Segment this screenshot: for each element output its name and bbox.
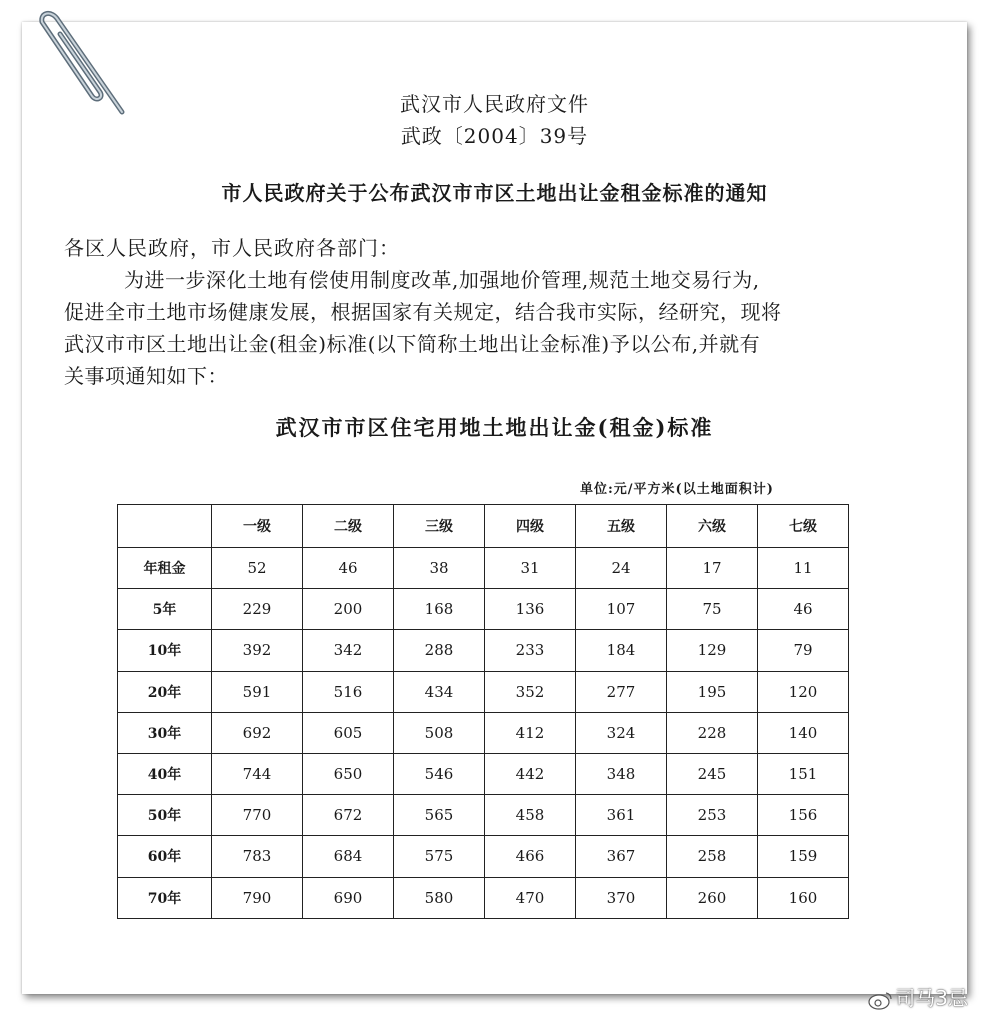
corner-cell [118, 505, 212, 548]
column-header: 六级 [667, 505, 758, 548]
table-cell: 370 [576, 877, 667, 918]
table-cell: 546 [394, 753, 485, 794]
table-cell: 245 [667, 753, 758, 794]
table-cell: 412 [485, 712, 576, 753]
table-cell: 229 [212, 589, 303, 630]
row-header: 年租金 [118, 548, 212, 589]
table-cell: 160 [758, 877, 849, 918]
table-cell: 31 [485, 548, 576, 589]
table-title: 武汉市市区住宅用地土地出让金(租金)标准 [275, 415, 714, 440]
table-cell: 79 [758, 630, 849, 671]
table-cell: 258 [667, 836, 758, 877]
table-row [118, 589, 849, 630]
table-cell: 367 [576, 836, 667, 877]
column-header: 四级 [485, 505, 576, 548]
table-cell: 253 [667, 795, 758, 836]
column-header: 七级 [758, 505, 849, 548]
table-cell: 151 [758, 753, 849, 794]
table-cell: 508 [394, 712, 485, 753]
table-cell: 233 [485, 630, 576, 671]
table-row [118, 548, 849, 589]
table-cell: 107 [576, 589, 667, 630]
table-cell: 348 [576, 753, 667, 794]
table-row [118, 836, 849, 877]
table-cell: 684 [303, 836, 394, 877]
table-cell: 516 [303, 671, 394, 712]
table-cell: 200 [303, 589, 394, 630]
issuer-heading: 武汉市人民政府文件 [400, 92, 589, 116]
paperclip-icon [30, 0, 140, 125]
table-cell: 342 [303, 630, 394, 671]
table-cell: 565 [394, 795, 485, 836]
table-cell: 458 [485, 795, 576, 836]
table-cell: 434 [394, 671, 485, 712]
table-cell: 195 [667, 671, 758, 712]
row-header: 70年 [118, 877, 212, 918]
table-cell: 156 [758, 795, 849, 836]
table-cell: 136 [485, 589, 576, 630]
table-cell: 580 [394, 877, 485, 918]
table-cell: 352 [485, 671, 576, 712]
column-header: 二级 [303, 505, 394, 548]
price-table [117, 504, 849, 919]
table-cell: 770 [212, 795, 303, 836]
table-cell: 159 [758, 836, 849, 877]
body-paragraph-line: 关事项通知如下： [64, 364, 228, 388]
document-sheet [22, 22, 967, 994]
table-cell: 129 [667, 630, 758, 671]
table-cell: 46 [758, 589, 849, 630]
table-cell: 288 [394, 630, 485, 671]
table-row [118, 795, 849, 836]
table-cell: 442 [485, 753, 576, 794]
body-paragraph-line: 武汉市市区土地出让金(租金)标准(以下简称土地出让金标准)予以公布,并就有 [64, 332, 761, 356]
row-header: 50年 [118, 795, 212, 836]
table-cell: 690 [303, 877, 394, 918]
body-paragraph-line: 为进一步深化土地有偿使用制度改革,加强地价管理,规范土地交易行为, [124, 268, 760, 292]
table-cell: 470 [485, 877, 576, 918]
table-cell: 52 [212, 548, 303, 589]
salutation: 各区人民政府，市人民政府各部门： [64, 236, 400, 260]
weibo-icon [867, 990, 893, 1010]
table-cell: 38 [394, 548, 485, 589]
table-row [118, 753, 849, 794]
row-header: 10年 [118, 630, 212, 671]
column-header: 三级 [394, 505, 485, 548]
table-row [118, 877, 849, 918]
table-cell: 228 [667, 712, 758, 753]
table-cell: 783 [212, 836, 303, 877]
table-cell: 17 [667, 548, 758, 589]
body-paragraph-line: 促进全市土地市场健康发展，根据国家有关规定，结合我市实际，经研究，现将 [64, 300, 782, 324]
table-cell: 672 [303, 795, 394, 836]
row-header: 40年 [118, 753, 212, 794]
table-cell: 605 [303, 712, 394, 753]
table-cell: 392 [212, 630, 303, 671]
table-cell: 184 [576, 630, 667, 671]
table-row [118, 671, 849, 712]
table-cell: 744 [212, 753, 303, 794]
table-cell: 361 [576, 795, 667, 836]
table-cell: 120 [758, 671, 849, 712]
table-cell: 466 [485, 836, 576, 877]
column-header: 一级 [212, 505, 303, 548]
notice-title: 市人民政府关于公布武汉市市区土地出让金租金标准的通知 [221, 181, 768, 205]
table-row [118, 630, 849, 671]
table-cell: 11 [758, 548, 849, 589]
unit-note: 单位:元/平方米(以土地面积计) [580, 482, 774, 497]
table-row [118, 712, 849, 753]
document-number: 武政〔2004〕39号 [400, 124, 589, 148]
watermark-text: 司马3忌 [895, 986, 968, 1010]
row-header: 5年 [118, 589, 212, 630]
table-cell: 650 [303, 753, 394, 794]
table-cell: 140 [758, 712, 849, 753]
row-header: 60年 [118, 836, 212, 877]
row-header: 20年 [118, 671, 212, 712]
table-cell: 75 [667, 589, 758, 630]
table-cell: 24 [576, 548, 667, 589]
table-cell: 168 [394, 589, 485, 630]
watermark [867, 982, 968, 1011]
column-header: 五级 [576, 505, 667, 548]
table-cell: 277 [576, 671, 667, 712]
table-header-row [118, 505, 849, 548]
table-cell: 260 [667, 877, 758, 918]
table-cell: 692 [212, 712, 303, 753]
row-header: 30年 [118, 712, 212, 753]
table-cell: 790 [212, 877, 303, 918]
table-cell: 46 [303, 548, 394, 589]
table-cell: 591 [212, 671, 303, 712]
table-cell: 575 [394, 836, 485, 877]
table-cell: 324 [576, 712, 667, 753]
